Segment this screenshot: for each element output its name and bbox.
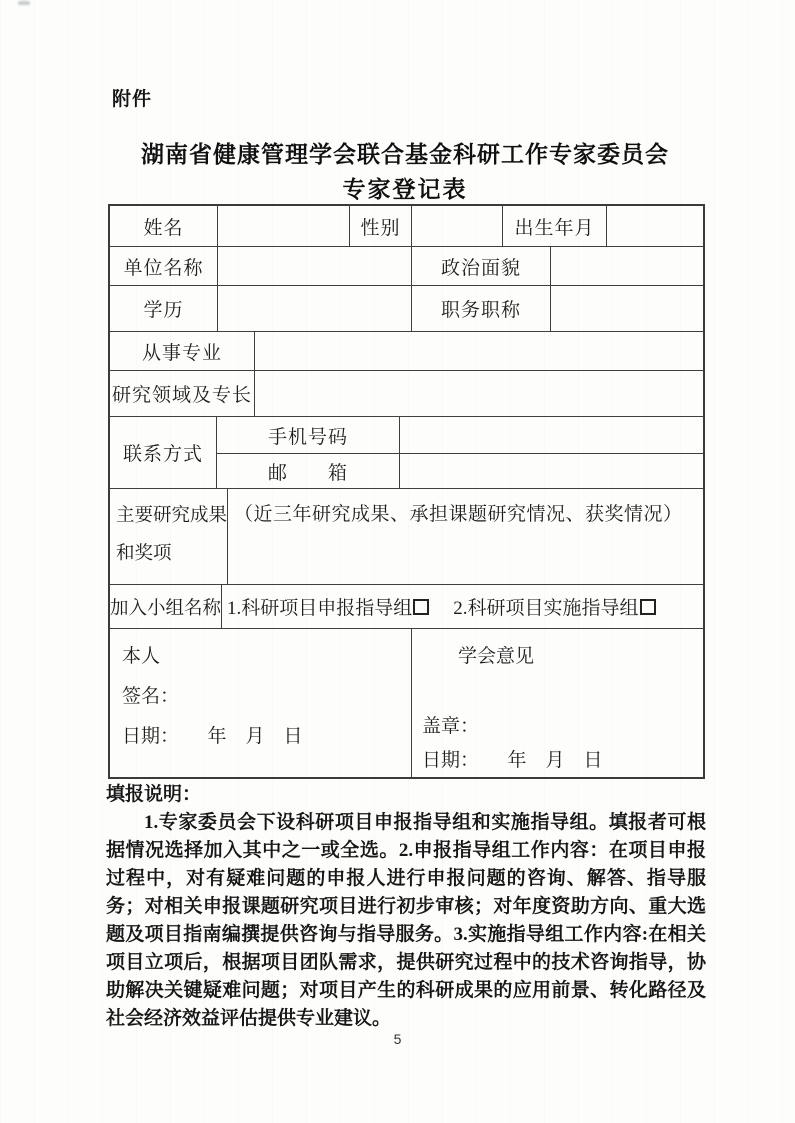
expert-registration-table [108, 204, 705, 779]
checkbox-icon [413, 599, 429, 615]
political-value-cell [551, 247, 703, 285]
unit-label: 单位名称 [110, 247, 218, 285]
contact-subtable [217, 417, 703, 488]
group-options [222, 585, 703, 628]
seal-label: 盖章： [422, 716, 480, 737]
person-label: 本人 [122, 646, 161, 667]
birth-value-cell [607, 206, 703, 246]
row-basic-2 [110, 247, 703, 286]
job-title-value-cell [551, 286, 703, 331]
achievements-label-line2: 和奖项 [116, 544, 172, 564]
mobile-value-cell [400, 417, 703, 453]
name-label: 姓名 [110, 206, 218, 246]
person-date-label: 日期： 年 月 日 [122, 726, 303, 747]
person-sign-label: 签名： [122, 686, 180, 707]
email-label: 邮 箱 [217, 454, 400, 488]
email-value-cell [400, 454, 703, 488]
row-research-field [110, 371, 703, 417]
achievements-label-line1: 主要研究成果 [116, 506, 228, 526]
row-mobile [217, 417, 703, 454]
birth-label: 出生年月 [503, 206, 607, 246]
notes-heading: 填报说明： [106, 784, 202, 805]
page-number: 5 [393, 1031, 402, 1047]
group-option2-label: 2.科研项目实施指导组 [453, 598, 639, 619]
row-basic-1 [110, 206, 703, 247]
contact-label: 联系方式 [110, 417, 217, 488]
education-value-cell [218, 286, 412, 331]
notes-body: 1.专家委员会下设科研项目申报指导组和实施指导组。填报者可根据情况选择加入其中之一或全选。2.申报指导组工作内容：在项目申报过程中，对有疑难问题的申报人进行申报问题的咨询、解答、指导服务；对相关申报课题研究项目进行初步审核；对年度资助方向、重大选题及项目指南编撰提供咨询与指导服务。3.实施指导组工作内容:在相关项目立项后，根据项目团队需求，提供研究过程中的技术咨询指导，协助解决关键疑难问题；对项目产生的科研成果的应用前景、转化路径及社会经济效益评估提供专业建议。 [106, 812, 706, 1029]
gender-value-cell [412, 206, 503, 246]
row-signature [110, 629, 703, 777]
attachment-label: 附件 [112, 89, 153, 110]
row-basic-3 [110, 286, 703, 332]
checkbox-icon [640, 599, 656, 615]
gender-label: 性别 [350, 206, 412, 246]
row-contact [110, 417, 703, 489]
society-opinion-label: 学会意见 [458, 646, 535, 667]
group-option1-label: 1.科研项目申报指导组 [227, 598, 413, 619]
document-title-line1: 湖南省健康管理学会联合基金科研工作专家委员会 [141, 141, 669, 167]
document-title-line2: 专家登记表 [342, 176, 468, 202]
row-group-selection [110, 585, 703, 629]
research-field-label: 研究领域及专长 [110, 371, 255, 416]
society-opinion-cell [412, 629, 703, 777]
profession-value-cell [255, 332, 703, 370]
name-value-cell [218, 206, 350, 246]
achievements-hint: （近三年研究成果、承担课题研究情况、获奖情况） [234, 504, 683, 525]
filling-notes [106, 781, 706, 1033]
research-field-value-cell [255, 371, 703, 416]
row-email [217, 454, 703, 488]
person-signature-cell [110, 629, 412, 777]
job-title-label: 职务职称 [412, 286, 551, 331]
political-label: 政治面貌 [412, 247, 551, 285]
profession-label: 从事专业 [110, 332, 255, 370]
education-label: 学历 [110, 286, 218, 331]
row-achievements [110, 489, 703, 585]
row-profession [110, 332, 703, 371]
society-date-label: 日期： 年 月 日 [422, 750, 603, 771]
scan-artifact [18, 1, 30, 5]
group-label: 加入小组名称 [110, 585, 222, 628]
unit-value-cell [218, 247, 412, 285]
mobile-label: 手机号码 [217, 417, 400, 453]
achievements-label [110, 489, 228, 584]
